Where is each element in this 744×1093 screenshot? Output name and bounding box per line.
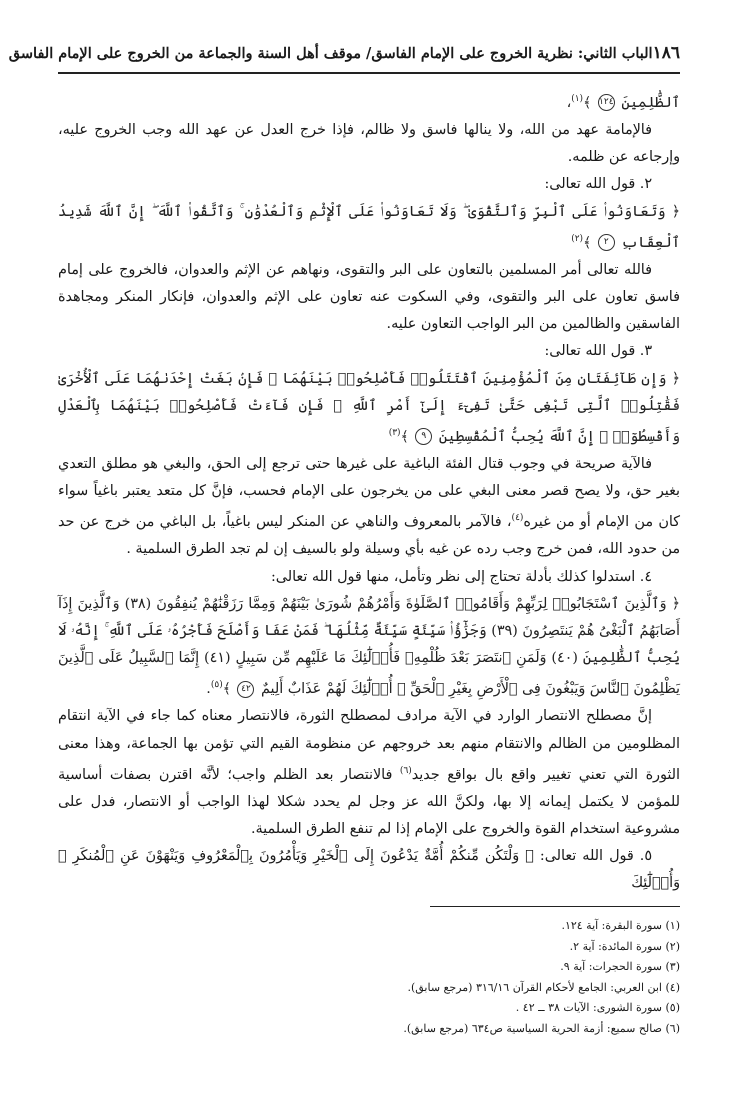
paragraph: فالإمامة عهد من الله، ولا ينالها فاسق ولا ظالم، فإذا خرج العدل عن عهد الله وجب الخروج عليه، وإرجاعه عن ظلمه. xyxy=(58,121,680,166)
page-number: ١٨٦ xyxy=(652,43,680,63)
footnote: (١) سورة البقرة: آية ١٢٤. xyxy=(561,919,680,932)
verse-text: ﴿ وَتَعَاوَنُوا۟ عَلَى ٱلْبِرِّ وَٱلتَّقْوَىٰ ۖ وَلَا تَعَاوَنُوا۟ عَلَى ٱلْإِثْمِ وَٱلْعُدْوَٰنِ ۚ وَٱتَّقُوا۟ ٱللَّهَ ۖ إِنَّ ٱللَّهَ شَدِيدُ ٱلْعِقَابِ xyxy=(58,203,680,251)
footnote-separator xyxy=(430,906,680,907)
paragraph-text-cont: ، فالآمر بالمعروف والناهي عن المنكر ليس باغياً، بل الباغي من خرج عن حد من حدود الله، فمن خرج وجب رده عن غيه بأي وسيلة ولو بالسيف إن لم تجد الطرق السلمية . xyxy=(58,514,680,558)
running-title: الباب الثاني: نظرية الخروج على الإمام الفاسق/ موقف أهل السنة والجماعة من الخروج على الإمام الفاسق xyxy=(8,44,653,62)
footnotes xyxy=(58,916,680,1039)
quran-bracket: ﴾ xyxy=(400,428,409,445)
verse-number-marker: ٩ xyxy=(415,428,432,445)
verse-number-marker: ٢ xyxy=(598,234,615,251)
footnote: (٣) سورة الحجرات: آية ٩. xyxy=(560,960,680,973)
footnote-ref: (٤) xyxy=(511,513,524,524)
footnote: (٦) صالح سميع: أزمة الحرية السياسية ص٦٣٤ (مرجع سابق). xyxy=(403,1021,680,1035)
paragraph-text: إنَّ مصطلح الانتصار الوارد في الآية مرادف لمصطلح الثورة، فالانتصار معناه كما جاء في الآية انتقام المظلومين من الظالم والانتقام منهم بعد خروجهم عن منظومة القيم التي تؤمن بها الجماعة، وهذا معنى الثورة التي تعني تغيير واقع بال بواقع جديد xyxy=(58,708,680,783)
numbered-heading: ٤. استدلوا كذلك بأدلة تحتاج إلى نظر وتأمل، منها قول الله تعالى: xyxy=(270,568,652,585)
punctuation: ، xyxy=(566,94,572,111)
footnote-ref: (٦) xyxy=(399,765,412,776)
page-header xyxy=(8,34,680,74)
footnote-ref: (٣) xyxy=(388,427,401,438)
footnote: (٥) سورة الشورى: الآيات ٣٨ ــ ٤٢ . xyxy=(515,1001,680,1014)
paragraph-text-cont: فالانتصار بعد الظلم واجب؛ لأنَّه اقترن بصفات أساسية للمؤمن لا يكتمل إيمانه إلا بها، ولكنَّ الله عز وجل لم يحدد شكلا لهذا الواجب أو الانتصار، فدل على مشروعية استخدام القوة والخروج على الإمام إذا لم تنفع الطرق السلمية. xyxy=(58,766,680,837)
paragraph: فالله تعالى أمر المسلمين بالتعاون على البر والتقوى، ونهاهم عن الإثم والعدوان، فالخروج على إمام فاسق تعاون على البر والتقوى، وفي السكوت عنه تعاون على الإثم والعدوان، فإنكار المنكر ومجاهدة الفاسقين والظالمين من البر الواجب التعاون عليه. xyxy=(58,261,680,333)
verse-number-marker: ٤٢ xyxy=(237,681,254,698)
verse-text: ﴿ وَٱلَّذِينَ ٱسْتَجَابُوا۟ لِرَبِّهِمْ وَأَقَامُوا۟ ٱلصَّلَوٰةَ وَأَمْرُهُمْ شُورَىٰ بَيْنَهُمْ وَمِمَّا رَزَقْنَٰهُمْ يُنفِقُونَ (٣٨) وَٱلَّذِينَ إِذَآ أَصَابَهُمُ ٱلْبَغْىُ هُمْ يَنتَصِرُونَ (٣٩) وَجَزَٰٓؤُا۟ سَيِّئَةٍ سَيِّئَةٌ مِّثْلُهَا ۖ فَمَنْ عَفَا وَأَصْلَحَ فَأَجْرُهُۥ عَلَى ٱللَّهِ ۚ إِنَّهُۥ لَا يُحِبُّ ٱلظَّٰلِمِينَ (٤٠) وَلَمَنِ ٱنتَصَرَ بَعْدَ ظُلْمِهِۦ فَأُو۟لَٰٓئِكَ مَا عَلَيْهِم مِّن سَبِيلٍ (٤١) إِنَّمَا ٱلسَّبِيلُ عَلَى ٱلَّذِينَ يَظْلِمُونَ ٱلنَّاسَ وَيَبْغُونَ فِى ٱلْأَرْضِ بِغَيْرِ ٱلْحَقِّ ۚ أُو۟لَٰٓئِكَ لَهُمْ عَذَابٌ أَلِيمٌ xyxy=(58,595,680,698)
numbered-heading: ٢. قول الله تعالى: xyxy=(544,176,652,193)
footnote: (٢) سورة المائدة: آية ٢. xyxy=(569,939,680,953)
quran-bracket: ﴾ xyxy=(583,234,592,251)
verse-text: ﴿ وَإِن طَآئِفَتَانِ مِنَ ٱلْمُؤْمِنِينَ ٱقْتَتَلُوا۟ فَأَصْلِحُوا۟ بَيْنَهُمَا ۖ فَإِنۢ بَغَتْ إِحْدَىٰهُمَا عَلَى ٱلْأُخْرَىٰ فَقَٰتِلُوا۟ ٱلَّتِى تَبْغِى حَتَّىٰ تَفِىٓءَ إِلَىٰٓ أَمْرِ ٱللَّهِ ۚ فَإِن فَآءَتْ فَأَصْلِحُوا۟ بَيْنَهُمَا بِٱلْعَدْلِ وَأَقْسِطُوٓا۟ ۖ إِنَّ ٱللَّهَ يُحِبُّ ٱلْمُقْسِطِينَ xyxy=(58,370,680,445)
quran-bracket: ﴾ xyxy=(583,94,592,111)
verse-number-marker: ١٢٤ xyxy=(598,94,615,111)
quran-verse-end xyxy=(58,86,680,117)
footnote: (٤) ابن العربي: الجامع لأحكام القرآن ٣١٦/١٦ (مرجع سابق). xyxy=(407,980,680,994)
verse-text: ٱلظَّٰلِمِينَ xyxy=(621,94,680,111)
quran-verse xyxy=(58,199,680,257)
numbered-heading: ٣. قول الله تعالى: xyxy=(544,343,652,360)
paragraph xyxy=(58,703,680,843)
quran-bracket: ﴾ xyxy=(222,681,231,698)
punctuation: . xyxy=(206,681,211,698)
quran-verse xyxy=(58,366,680,451)
footnote-ref: (٢) xyxy=(571,233,584,244)
numbered-heading-with-verse: ٥. قول الله تعالى: ﴿ وَلْتَكُن مِّنكُمْ أُمَّةٌ يَدْعُونَ إِلَى ٱلْخَيْرِ وَيَأْمُرُونَ بِٱلْمَعْرُوفِ وَيَنْهَوْنَ عَنِ ٱلْمُنكَرِ ۚ وَأُو۟لَٰٓئِكَ xyxy=(58,848,680,892)
body-text xyxy=(58,86,680,897)
paragraph xyxy=(58,451,680,564)
paragraph-text: فالآية صريحة في وجوب قتال الفئة الباغية على غيرها حتى ترجع إلى الحق، والبغي هو مطلق التعدي بغير حق، ولا يصح قصر معنى البغي على من يخرجون على الإمام فحسب، فإنَّ كل متعد يعتبر باغياً سواء كان من الإمام أو من غيره xyxy=(58,455,680,531)
footnote-ref: (٥) xyxy=(210,680,223,691)
footnote-ref: (١) xyxy=(571,94,584,104)
quran-verse xyxy=(58,591,680,704)
